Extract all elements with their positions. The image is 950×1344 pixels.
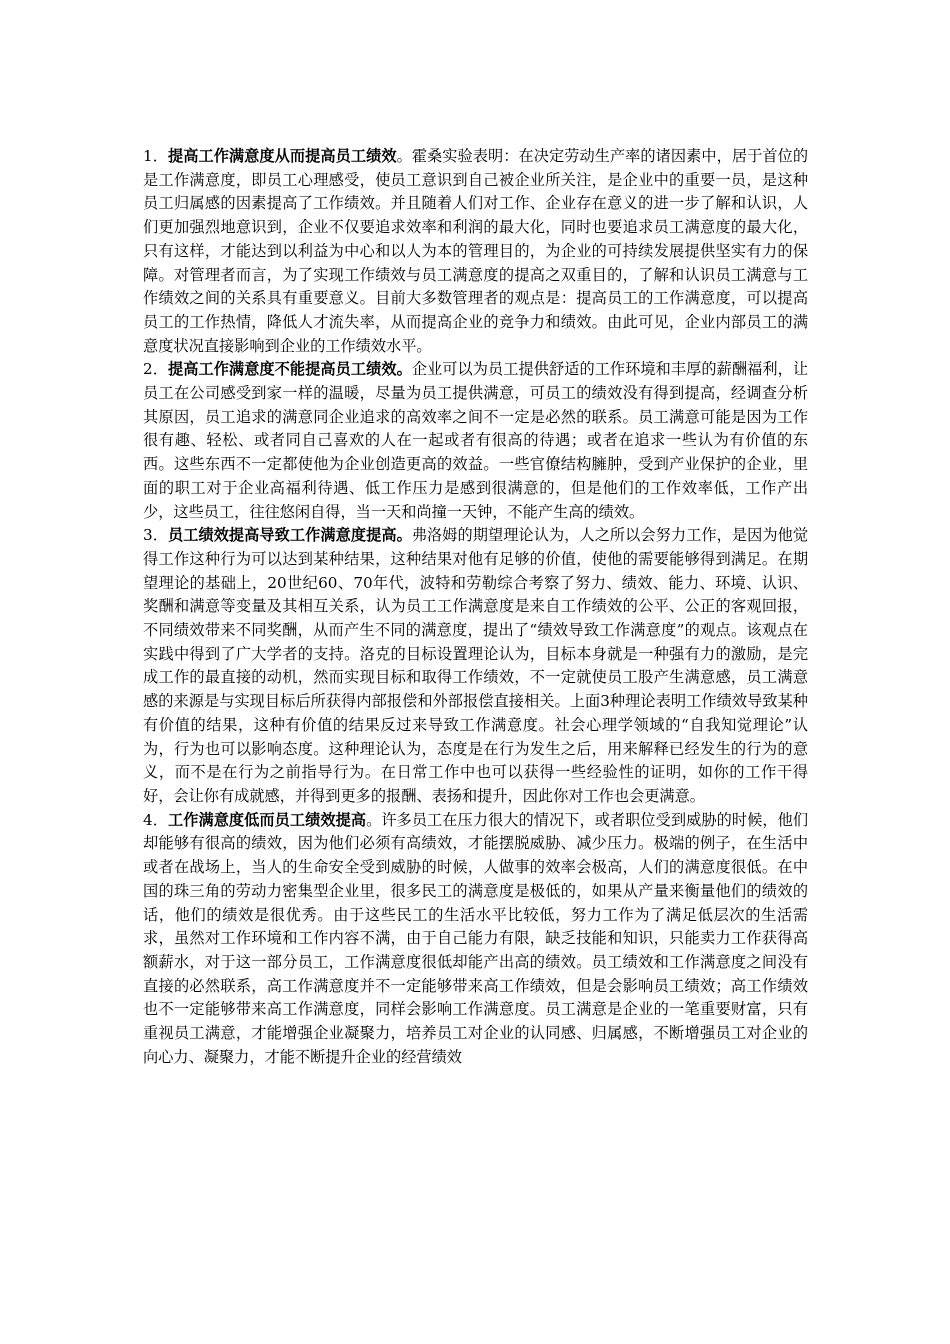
paragraph-2 xyxy=(143,358,808,524)
paragraph-heading: 提高工作满意度不能提高员工绩效。 xyxy=(167,360,412,379)
paragraph-body: 。许多员工在压力很大的情况下，或者职位受到威胁的时候，他们却能够有很高的绩效，因为他们必须有高绩效，才能摆脱威胁、减少压力。极端的例子，在生活中或者在战场上，当人的生命安全受到威胁的时候，人做事的效率会极高，人们的满意度很低。在中国的珠三角的劳动力密集型企业里，很多民工的满意度是极低的，如果从产量来衡量他们的绩效的话，他们的绩效是很优秀。由于这些民工的生活水平比较低，努力工作为了满足低层次的生活需求，虽然对工作环境和工作内容不满，由于自己能力有限，缺乏技能和知识，只能卖力工作获得高额薪水，对于这一部分员工，工作满意度很低却能产出高的绩效。员工绩效和工作满意度之间没有直接的必然联系，高工作满意度并不一定能够带来高工作绩效，但是会影响员工绩效；高工作绩效也不一定能够带来高工作满意度，同样会影响工作满意度。员工满意是企业的一笔重要财富，只有重视员工满意，才能增强企业凝聚力，培养员工对企业的认同感、归属感，不断增强员工对企业的向心力、凝聚力，才能不断提升企业的经营绩效 xyxy=(143,810,809,1066)
paragraph-number: 2． xyxy=(143,360,168,379)
paragraph-number: 4． xyxy=(143,810,168,829)
paragraph-body: 。霍桑实验表明：在决定劳动生产率的诸因素中，居于首位的是工作满意度，即员工心理感受，使员工意识到自己被企业所关注，是企业中的重要一员，是这种员工归属感的因素提高了工作绩效。并且随着人们对工作、企业存在意义的进一步了解和认识，人们更加强烈地意识到，企业不仅要追求效率和利润的最大化，同时也要追求员工满意度的最大化，只有这样，才能达到以利益为中心和以人为本的管理目的，为企业的可持续发展提供坚实有力的保障。对管理者而言，为了实现工作绩效与员工满意度的提高之双重目的，了解和认识员工满意与工作绩效之间的关系具有重要意义。目前大多数管理者的观点是：提高员工的工作满意度，可以提高员工的工作热情，降低人才流失率，从而提高企业的竞争力和绩效。由此可见，企业内部员工的满意度状况直接影响到企业的工作绩效水平。 xyxy=(143,147,809,355)
paragraph-heading: 提高工作满意度从而提高员工绩效 xyxy=(167,147,397,165)
paragraph-heading: 工作满意度低而员工绩效提高 xyxy=(167,810,367,829)
paragraph-body: 企业可以为员工提供舒适的工作环境和丰厚的薪酬福利，让员工在公司感受到家一样的温暖，尽量为员工提供满意，可员工的绩效没有得到提高，经调查分析其原因，员工追求的满意同企业追求的高效率之间不一定是必然的联系。员工满意可能是因为工作很有趣、轻松、或者同自己喜欢的人在一起或者有很高的待遇；或者在追求一些认为有价值的东西。这些东西不一定都使他为企业创造更高的效益。一些官僚结构臃肿，受到产业保护的企业，里面的职工对于企业高福利待遇、低工作压力是感到很满意的，但是他们的工作效率低，工作产出少，这些员工，往往悠闲自得，当一天和尚撞一天钟，不能产生高的绩效。 xyxy=(143,360,809,521)
paragraph-body: 弗洛姆的期望理论认为，人之所以会努力工作，是因为他觉得工作这种行为可以达到某种结果，这种结果对他有足够的价值，使他的需要能够得到满足。在期望理论的基础上，20世纪60、70年代，波特和劳勒综合考察了努力、绩效、能力、环境、认识、奖酬和满意等变量及其相互关系，认为员工工作满意度是来自工作绩效的公平、公正的客观回报，不同绩效带来不同奖酬，从而产生不同的满意度，提出了“绩效导致工作满意度”的观点。该观点在实践中得到了广大学者的支持。洛克的目标设置理论认为，目标本身就是一种强有力的激励，是完成工作的最直接的动机，然而实现目标和取得工作绩效，不一定就使员工股产生满意感，员工满意感的来源是与实现目标后所获得内部报偿和外部报偿直接相关。上面3种理论表明工作绩效导致某种有价值的结果，这种有价值的结果反过来导致工作满意度。社会心理学领域的“自我知觉理论”认为，行为也可以影响态度。这种理论认为，态度是在行为发生之后，用来解释已经发生的行为的意义，而不是在行为之前指导行为。在日常工作中也可以获得一些经验性的证明，如你的工作干得好，会让你有成就感，并得到更多的报酬、表扬和提升，因此你对工作也会更满意。 xyxy=(143,526,809,805)
paragraph-4 xyxy=(143,809,808,1070)
paragraph-1 xyxy=(143,145,808,358)
paragraph-3 xyxy=(143,524,808,808)
paragraph-heading: 员工绩效提高导致工作满意度提高。 xyxy=(167,526,412,545)
paragraph-number: 1． xyxy=(143,147,168,165)
document-page xyxy=(143,145,808,1069)
paragraph-number: 3． xyxy=(143,526,168,545)
